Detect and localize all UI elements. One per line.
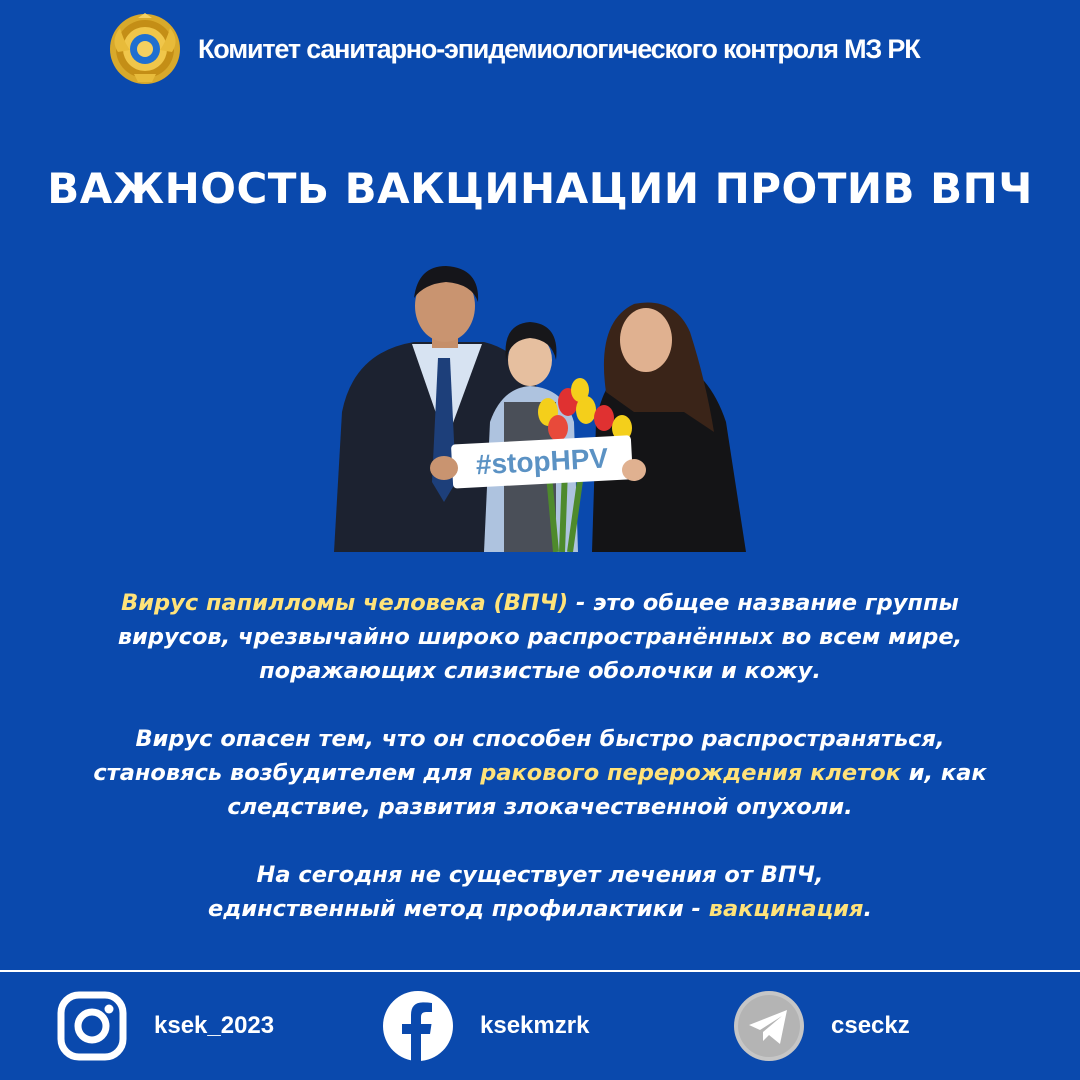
- header: [108, 12, 920, 86]
- footer-divider: [0, 970, 1080, 972]
- instagram-icon: [56, 990, 128, 1062]
- highlight-hpv: Вирус папилломы человека (ВПЧ): [121, 590, 569, 616]
- facebook-icon: [382, 990, 454, 1062]
- facebook-link[interactable]: [382, 990, 589, 1062]
- organization-name: Комитет санитарно-эпидемиологического контроля МЗ РК: [198, 33, 920, 64]
- paragraph-hpv-danger: Вирус опасен тем, что он способен быстро распространяться, становясь возбудителем для ракового перерождения клеток и, как следствие, развития злокачественной опухоли.: [93, 726, 987, 820]
- paragraph-vaccination: На сегодня не существует лечения от ВПЧ, единственный метод профилактики - вакцинация.: [207, 862, 873, 922]
- instagram-handle: ksek_2023: [154, 1012, 275, 1039]
- social-links: [0, 990, 1080, 1062]
- article-text: [40, 586, 1040, 926]
- telegram-icon: [733, 990, 805, 1062]
- stophpv-sign-text: #stopHPV: [475, 442, 609, 481]
- highlight-cancer: ракового перерождения клеток: [480, 760, 901, 786]
- telegram-link[interactable]: [733, 990, 910, 1062]
- page-title: ВАЖНОСТЬ ВАКЦИНАЦИИ ПРОТИВ ВПЧ: [47, 164, 1033, 213]
- kazakhstan-state-emblem-icon: [108, 12, 182, 86]
- family-photo: [334, 262, 746, 552]
- instagram-link[interactable]: [56, 990, 274, 1062]
- paragraph-hpv-definition: Вирус папилломы человека (ВПЧ) - это общее название группы вирусов, чрезвычайно широко распространённых во всем мире, поражающих слизистые оболочки и кожу.: [117, 590, 963, 684]
- telegram-handle: cseckz: [831, 1012, 910, 1039]
- highlight-vaccination: вакцинация: [708, 896, 864, 922]
- facebook-handle: ksekmzrk: [480, 1012, 590, 1039]
